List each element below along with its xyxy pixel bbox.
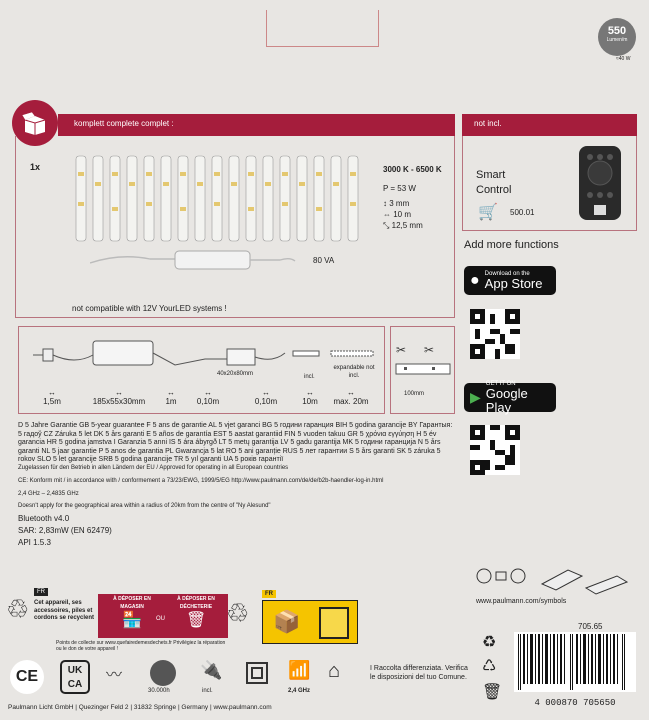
included-label: komplett complete complet : — [74, 119, 174, 128]
ukca-top: UK — [67, 665, 83, 676]
recycle-fr-block — [6, 588, 256, 650]
color-temp: 3000 K - 6500 K — [383, 165, 442, 174]
wireless-icon: 📶 — [288, 660, 311, 680]
power-spec: P = 53 W — [383, 184, 416, 193]
ghz-label: 2,4 GHz — [288, 688, 311, 694]
quantity: 1x — [30, 162, 41, 172]
width-value: 3 mm — [389, 199, 410, 208]
smart-control-title — [476, 168, 511, 198]
box-icon: 📦 — [273, 609, 301, 634]
opt-dechet: À DÉPOSER EN DÉCHETERIE — [177, 596, 215, 610]
cart-icon: 🛒 — [478, 204, 498, 221]
watt-equiv: ≈40 W — [616, 56, 631, 62]
lumen-badge — [598, 18, 636, 56]
triman-icon: ♲ — [6, 594, 30, 624]
app-store-big: App Store — [484, 275, 543, 291]
led-wave-icon: 〰 — [106, 667, 123, 684]
dimension-row — [32, 388, 377, 408]
indoor-icon: ⌂ — [328, 660, 341, 682]
google-play-big: Google Play — [485, 385, 528, 415]
dim-size-driver: 40x20x80mm — [217, 371, 254, 377]
ce-mark: CE — [10, 660, 44, 694]
sar-value: SAR: 2,83mW (EN 62479) — [18, 526, 112, 535]
incl-label: incl. — [202, 688, 213, 694]
system-diagram — [25, 335, 380, 380]
google-play-button[interactable] — [464, 380, 556, 415]
bluetooth-version: Bluetooth v4.0 — [18, 514, 70, 523]
barcode — [514, 632, 636, 692]
company-address[interactable]: Paulmann Licht GmbH | Quezinger Feld 2 | 31832 Springe | Germany | www.paulmann.com — [8, 704, 272, 711]
dim-expandable-top: expandable not incl. — [333, 365, 375, 379]
dim-driver: ↔ 185x55x30mm — [92, 388, 146, 406]
smart-control-line1: Smart — [476, 169, 506, 181]
apple-icon: ● — [470, 271, 480, 289]
ou-label: OU — [156, 616, 165, 622]
length-spec — [383, 210, 411, 219]
bin-icon — [319, 607, 349, 639]
dim-expand: ↔ max. 20m — [333, 388, 369, 406]
legal-line2: CE: Konform mit / in accordance with / conformement a 73/23/EWG, 1999/5/EG http://www.paulmann.com/de/de/b2b-haendler-log-in.html — [18, 478, 384, 484]
dim-cable2: ↔ 1m — [165, 388, 177, 406]
recycle-arrows-icon: ♻ — [482, 634, 497, 651]
double-insulation-icon — [246, 662, 268, 684]
ukca-bottom: CA — [67, 679, 83, 690]
triman-icon-2: ♲ — [226, 598, 250, 628]
not-included-header — [462, 114, 637, 136]
dim-cable1: ↔ 1,5m — [43, 388, 61, 406]
length2-spec — [383, 221, 423, 231]
article-code: 705.65 — [578, 622, 603, 631]
dim-cable4: ↔ 0,10m — [254, 388, 278, 406]
dump-icon: 🗑 — [186, 612, 207, 629]
driver-image — [90, 245, 310, 275]
legal-line1: Zugelassen für den Betrieb in allen Ländern der EU / Approved for operating in all European countries — [18, 465, 289, 471]
cut-length-icon: ⤡ — [383, 221, 392, 230]
recycle-triangle-icon: ♺ — [482, 658, 497, 675]
hours-icon — [150, 660, 176, 686]
qr-code-android[interactable] — [470, 425, 520, 475]
shop-icon: 🏪 — [122, 612, 142, 629]
qr-code-ios[interactable] — [470, 309, 520, 359]
va-spec: 80 VA — [313, 256, 335, 265]
yellow-bin-panel — [262, 600, 358, 644]
recycle-text: Cet appareil, ses accessoires, piles et cordons se recyclent — [34, 600, 95, 621]
fr-badge-2: FR — [262, 590, 276, 598]
recycle-options — [98, 594, 228, 638]
length2-value: 12,5 mm — [391, 221, 423, 230]
scissors-diagram — [394, 342, 452, 382]
barcode-number: 4 000870 705650 — [534, 698, 616, 708]
compat-warning: not compatible with 12V YourLED systems ! — [72, 304, 227, 313]
smart-control-line2: Control — [476, 184, 512, 196]
lumen-unit: Lumen/m — [606, 37, 628, 43]
symbols-url[interactable]: www.paulmann.com/symbols — [476, 598, 567, 605]
legal-line4: Doesn't apply for the geographical area within a radius of 20km from the centre of "Ny Alesund" — [18, 503, 271, 509]
legal-line3: 2,4 GHz – 2,4835 GHz — [18, 491, 79, 497]
italy-recycling: I Raccolta differenziata. Verifica le disposizioni del tuo Comune. — [370, 665, 468, 681]
google-play-icon: ▶ — [470, 389, 481, 405]
article-number: 500.01 — [510, 208, 535, 217]
included-header — [58, 114, 455, 136]
cut-distance: 100mm — [404, 391, 425, 397]
hours-label: 30.000h — [148, 688, 170, 694]
lumen-value: 550 — [607, 25, 627, 37]
length-icon: ⇔ — [383, 210, 394, 219]
led-strip-image — [68, 152, 368, 247]
hang-hole — [266, 10, 379, 47]
warranty-text: D 5 Jahre Garantie GB 5-year guarantee F 5 ans de garantie AL 5 vjet garanci BG 5 години гаранция BIH 5 godina garancije BY Гарантыя: 5 гадоў CZ Záruka 5 let DK 5 års garanti E 5 años de garantía EST 5 aastat garantiid FIN 5 vuoden takuu GR 5 χρόνια εγγύηση H 5 év garancia HR 5 godina jamstva I Garanzia 5 anni IS 5 ára ábyrgð LT 5 metų garantija LV 5 gadu garantija MK 5 години гаранција N 5 års garanti NL 5 jaar garantie P 5 anos de garantia PL Gwarancja 5 lat RO 5 ani garanție RUS 5 лет гарантии S 5 års garanti SK 5 záruka 5 rokov SLO 5 let garancije SRB 5 godina garancije TR 5 yıl garanti UA 5 років гарантії — [18, 422, 453, 464]
ukca-mark — [60, 660, 90, 694]
google-play-small: GET IT ON — [485, 380, 516, 387]
svg-text:✂: ✂ — [424, 343, 435, 357]
symbols-icons — [472, 562, 632, 600]
opt-store: À DÉPOSER EN MAGASIN — [113, 596, 151, 610]
not-included-label: not incl. — [474, 119, 502, 128]
recycle-footer: Points de collecte sur www.quefairedemesdechets.fr Privilégiez la réparation ou le don de votre appareil ! — [56, 640, 226, 652]
remote-control-image — [578, 145, 622, 221]
plug-incl-icon: 🔌 — [200, 660, 223, 680]
length-value: 10 m — [393, 210, 412, 219]
width-spec — [383, 199, 409, 208]
crossed-bin-icon: 🗑 — [482, 684, 503, 701]
dim-strip: ↔ 10m — [302, 388, 318, 406]
dim-incl-top: incl. — [304, 374, 315, 380]
api-version: API 1.5.3 — [18, 538, 51, 547]
svg-text:✂: ✂ — [396, 343, 407, 357]
width-icon: ↕ — [383, 199, 390, 208]
add-more-functions: Add more functions — [464, 239, 559, 251]
dim-cable3: ↔ 0,10m — [196, 388, 220, 406]
fr-badge: FR — [34, 588, 48, 596]
app-store-button[interactable] — [464, 266, 556, 295]
app-store-small: Download on the — [484, 270, 530, 277]
